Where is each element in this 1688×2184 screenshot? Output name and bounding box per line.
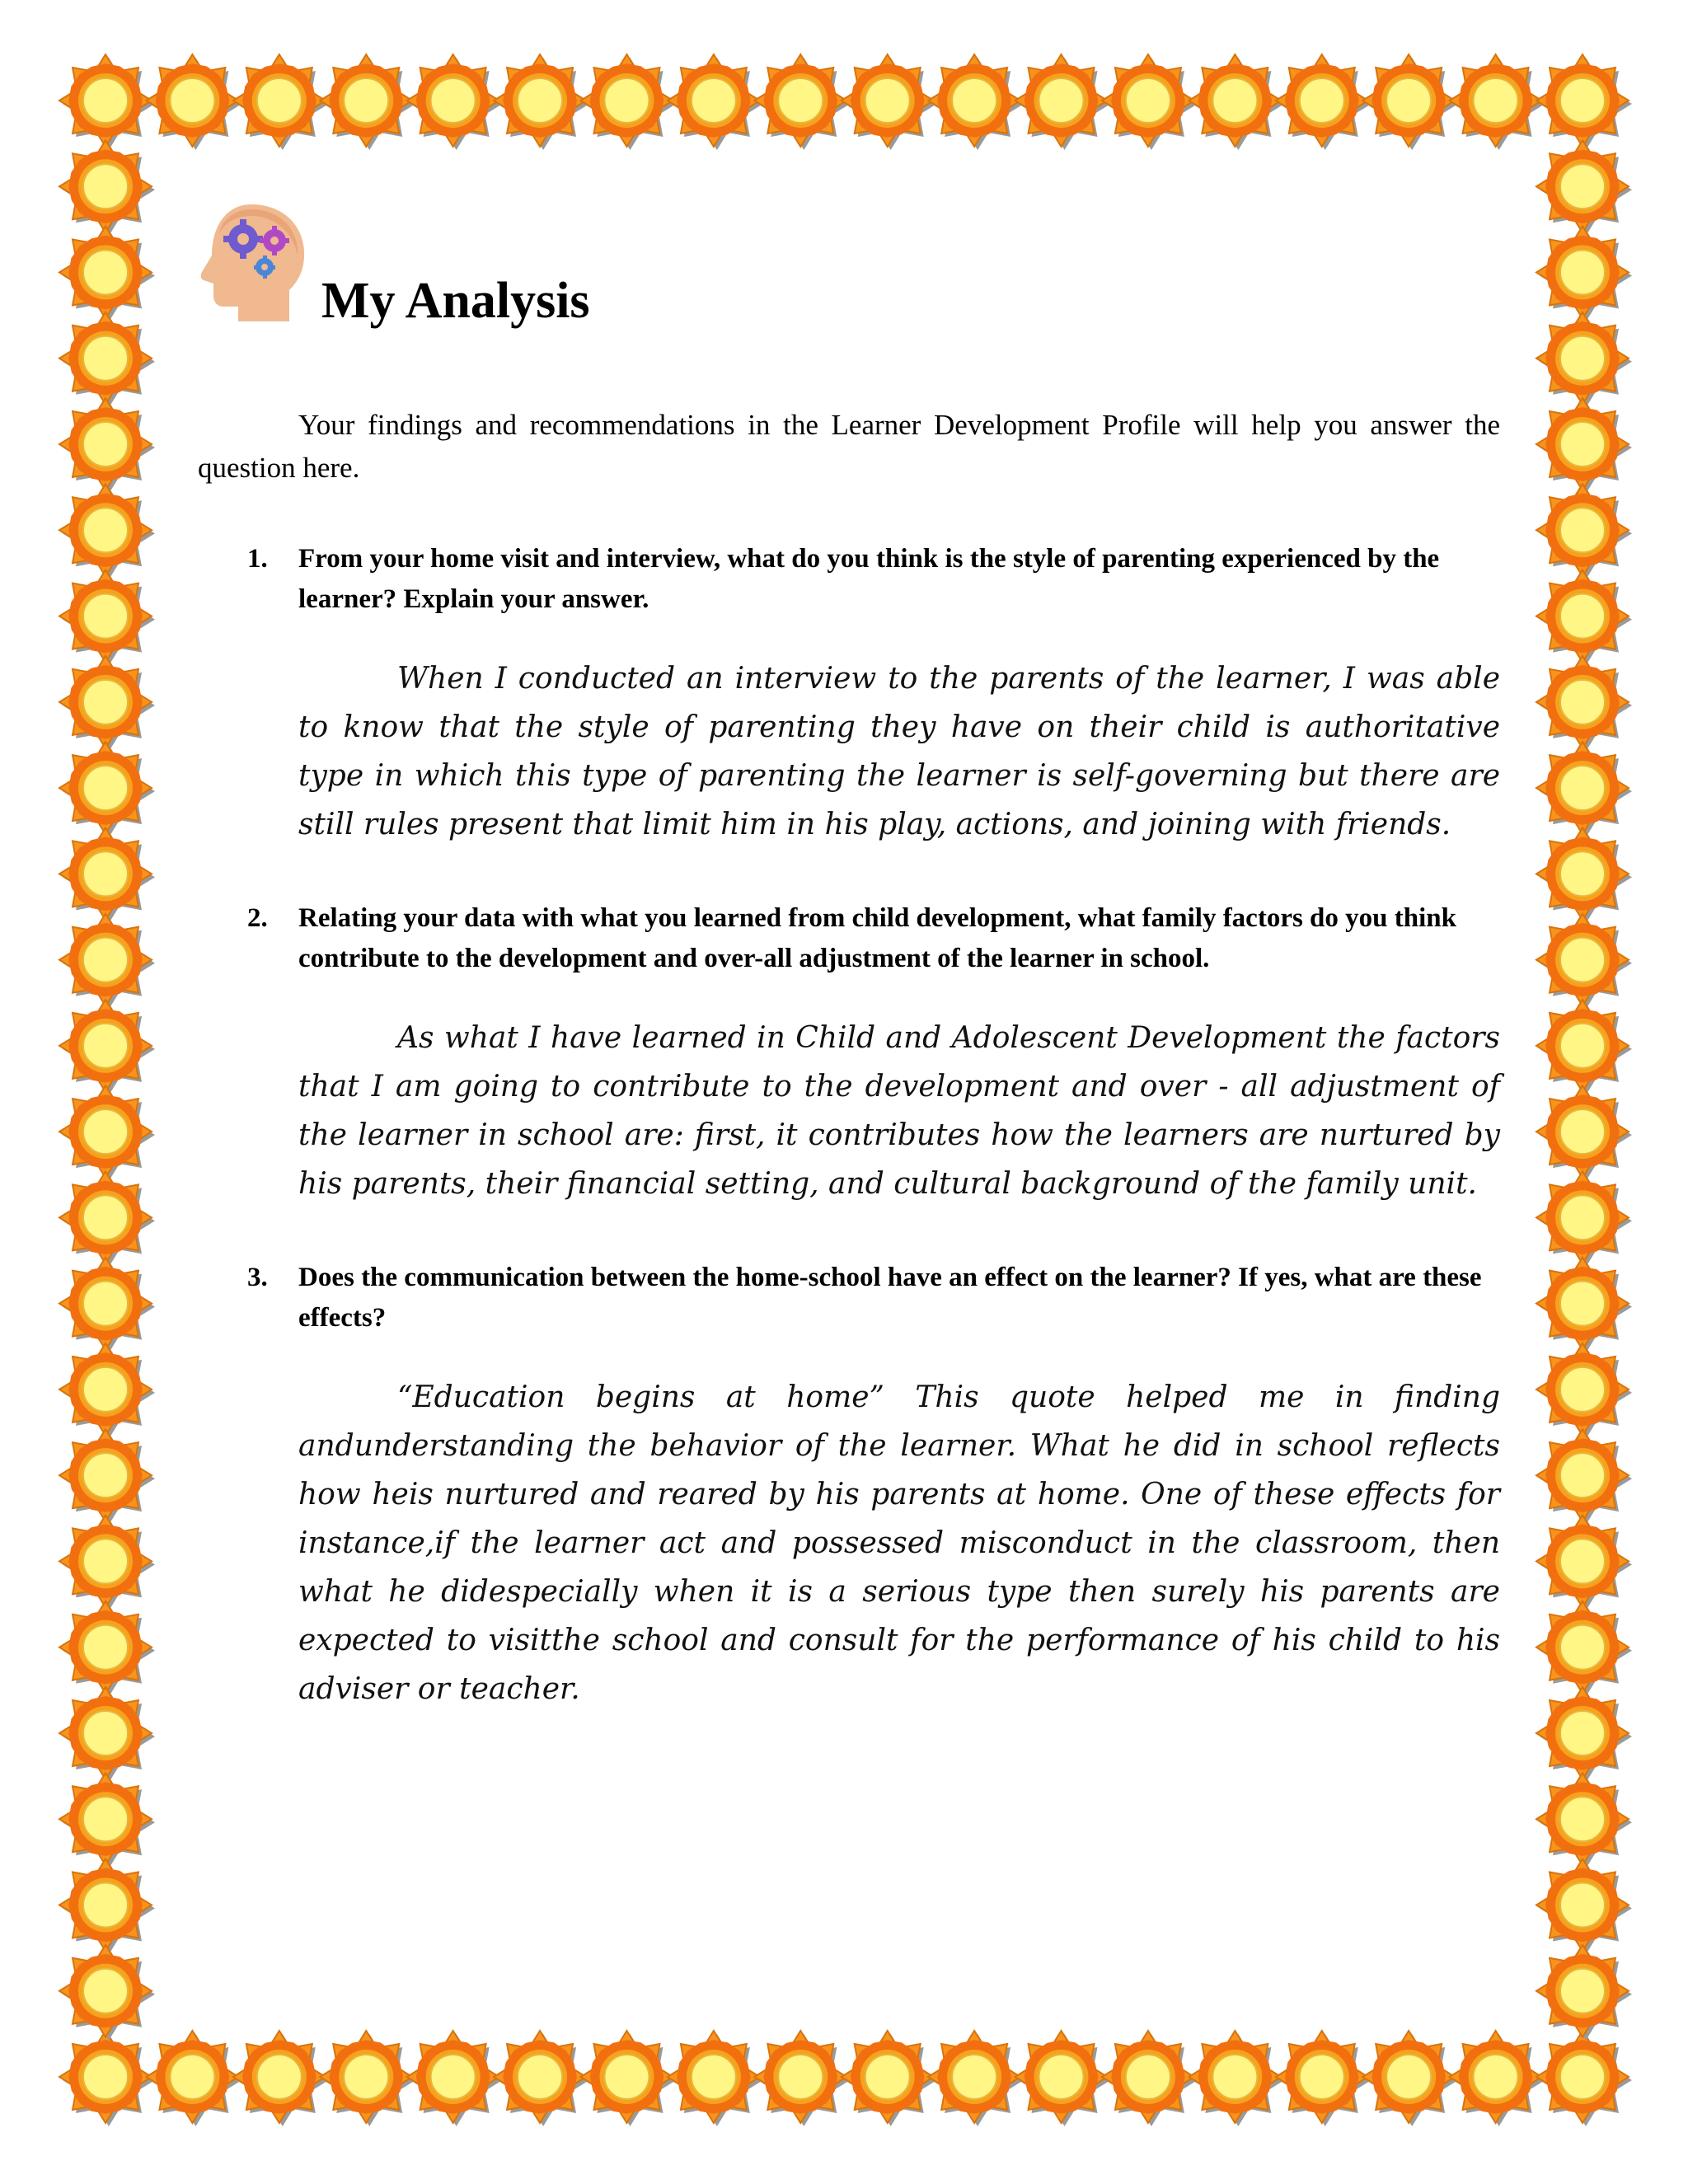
sun-icon — [1534, 482, 1632, 580]
sun-icon — [1447, 2028, 1545, 2126]
question-number: 2. — [247, 903, 268, 933]
sun-icon — [57, 739, 155, 837]
page-title: My Analysis — [321, 273, 590, 329]
page-content — [198, 190, 1500, 1713]
intro-paragraph: Your findings and recommendations in the Learner Development Profile will help you answer the question here. — [198, 409, 1500, 484]
sun-icon — [752, 52, 850, 150]
page-header — [198, 190, 1500, 346]
question-item — [198, 898, 1500, 1208]
sun-icon — [491, 2028, 589, 2126]
sun-icon — [57, 310, 155, 408]
sun-icon — [231, 2028, 329, 2126]
sun-icon — [57, 997, 155, 1095]
question-text: From your home visit and interview, what do you think is the style of parenting experienced by the learner? Explain your answer. — [298, 544, 1440, 614]
sun-icon — [317, 52, 415, 150]
sun-icon — [1534, 1599, 1632, 1697]
answer-text: As what I have learned in Child and Adolescent Development the factors that I am going to contribute to the development and over - all adjustment of the learner in school are: first, it contributes how the learners are nurtured by his parents, their financial setting, and cultural background of the family unit. — [298, 1021, 1500, 1201]
head-gears-icon — [194, 198, 309, 330]
sun-icon — [1534, 1943, 1632, 2041]
sun-icon — [1013, 2028, 1111, 2126]
sun-icon — [491, 52, 589, 150]
sun-icon — [1534, 997, 1632, 1095]
sun-icon — [1534, 568, 1632, 666]
sun-icon — [57, 1427, 155, 1525]
sun-icon — [1534, 138, 1632, 236]
sun-icon — [1187, 2028, 1285, 2126]
sun-icon — [57, 1255, 155, 1353]
sun-icon — [57, 568, 155, 666]
sun-icon — [1360, 2028, 1458, 2126]
sun-icon — [144, 2028, 242, 2126]
question-text: Relating your data with what you learned from child development, what family factors do you think contribute to the development and over-all adjustment of the learner in school. — [298, 903, 1456, 973]
sun-icon — [1534, 1427, 1632, 1525]
sun-icon — [1534, 1341, 1632, 1439]
sun-icon — [1534, 1857, 1632, 1955]
sun-icon — [1273, 52, 1372, 150]
sun-icon — [579, 52, 677, 150]
sun-icon — [665, 2028, 763, 2126]
sun-icon — [1273, 2028, 1372, 2126]
sun-icon — [231, 52, 329, 150]
sun-icon — [579, 2028, 677, 2126]
sun-icon — [57, 654, 155, 752]
sun-icon — [1534, 1770, 1632, 1868]
sun-icon — [57, 224, 155, 322]
sun-icon — [665, 52, 763, 150]
sun-icon — [405, 52, 503, 150]
sun-icon — [1534, 2028, 1632, 2126]
sun-icon — [1534, 52, 1632, 150]
sun-icon — [1100, 2028, 1198, 2126]
sun-icon — [1534, 310, 1632, 408]
sun-icon — [839, 2028, 937, 2126]
sun-icon — [1534, 739, 1632, 837]
sun-icon — [1534, 1169, 1632, 1268]
question-text: Does the communication between the home-school have an effect on the learner? If yes, what are these effects? — [298, 1263, 1482, 1333]
sun-icon — [57, 1770, 155, 1868]
sun-icon — [57, 1513, 155, 1611]
sun-icon — [57, 482, 155, 580]
sun-icon — [926, 52, 1024, 150]
question-number: 1. — [247, 544, 268, 574]
sun-icon — [144, 52, 242, 150]
sun-icon — [1534, 1685, 1632, 1783]
sun-icon — [57, 138, 155, 236]
question-number: 3. — [247, 1263, 268, 1292]
sun-icon — [1534, 1255, 1632, 1353]
answer-text: When I conducted an interview to the parents of the learner, I was able to know that the style of parenting they have on their child is authoritative type in which this type of parenting the learner is self-governing but there are still rules present that limit him in his play, actions, and joining with friends. — [298, 662, 1500, 841]
sun-icon — [57, 1943, 155, 2041]
sun-icon — [926, 2028, 1024, 2126]
sun-icon — [57, 1341, 155, 1439]
sun-icon — [1534, 826, 1632, 924]
sun-icon — [752, 2028, 850, 2126]
sun-icon — [57, 826, 155, 924]
sun-icon — [317, 2028, 415, 2126]
sun-icon — [57, 1685, 155, 1783]
question-item — [198, 1258, 1500, 1713]
sun-icon — [1534, 1083, 1632, 1181]
sun-icon — [57, 1599, 155, 1697]
sun-icon — [1013, 52, 1111, 150]
sun-icon — [57, 1857, 155, 1955]
sun-icon — [405, 2028, 503, 2126]
question-list — [198, 539, 1500, 1713]
sun-icon — [1534, 1513, 1632, 1611]
sun-icon — [57, 912, 155, 1010]
sun-icon — [1534, 396, 1632, 494]
question-item — [198, 539, 1500, 849]
sun-icon — [1360, 52, 1458, 150]
sun-icon — [1100, 52, 1198, 150]
sun-icon — [1534, 654, 1632, 752]
sun-icon — [57, 396, 155, 494]
sun-icon — [57, 52, 155, 150]
sun-icon — [1534, 224, 1632, 322]
answer-text: “Education begins at home” This quote helped me in finding andunderstanding the behavior of the learner. What he did in school reflects how heis nurtured and reared by his parents at home. One of these effects for instance,if the learner act and possessed misconduct in the classroom, then what he didespecially when it is a serious type then surely his parents are expected to visitthe school and consult for the performance of his child to his adviser or teacher. — [298, 1380, 1500, 1706]
sun-icon — [1534, 912, 1632, 1010]
sun-icon — [1187, 52, 1285, 150]
sun-icon — [57, 1169, 155, 1268]
sun-icon — [57, 1083, 155, 1181]
sun-icon — [57, 2028, 155, 2126]
sun-icon — [839, 52, 937, 150]
sun-icon — [1447, 52, 1545, 150]
